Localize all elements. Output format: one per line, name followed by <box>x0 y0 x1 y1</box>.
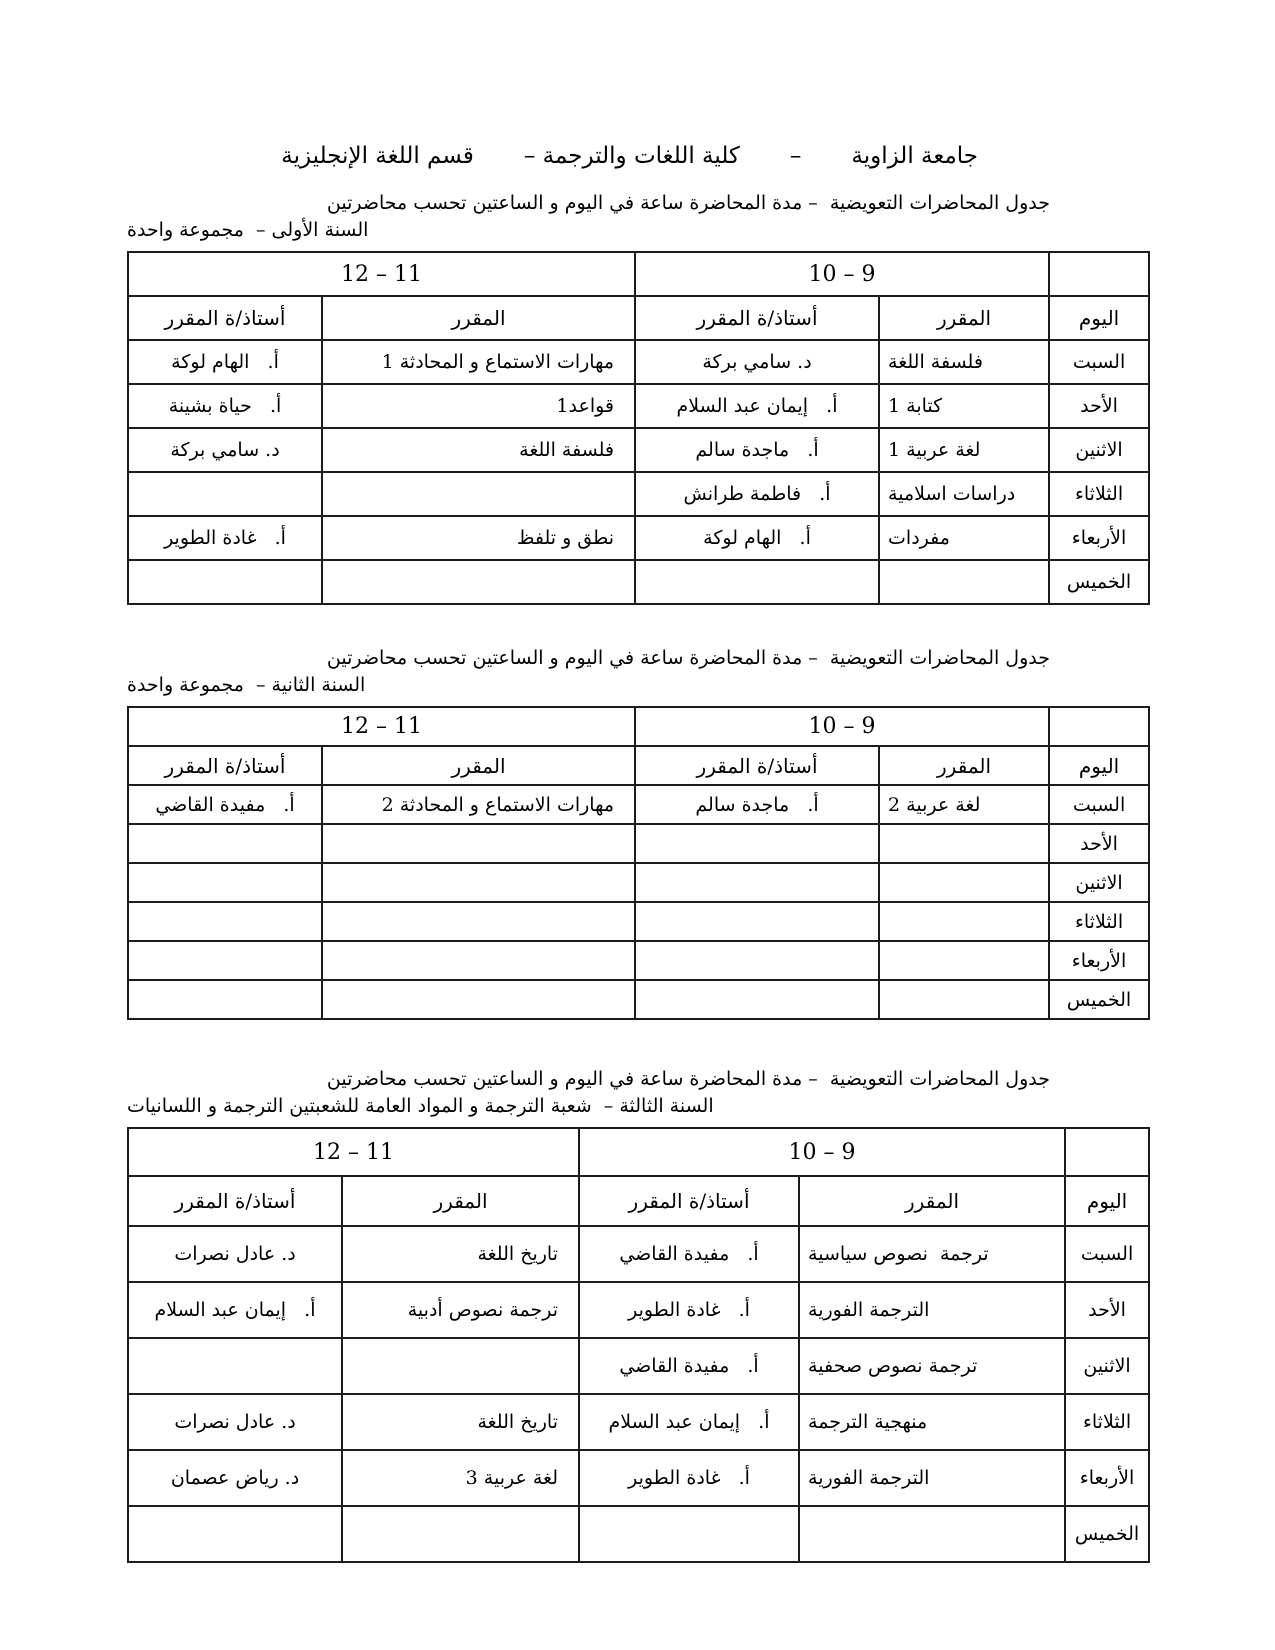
course-9-10-cell: مفردات <box>879 516 1049 560</box>
course-9-10-cell <box>799 1506 1065 1562</box>
teacher-9-10-cell: أ. مفيدة القاضي <box>579 1226 799 1282</box>
course-11-12-cell: تاريخ اللغة <box>342 1226 579 1282</box>
hours-11-12-header <box>128 1128 579 1176</box>
course-11-12-cell: قواعد1 <box>322 384 635 428</box>
course-11-12-cell: تاريخ اللغة <box>342 1394 579 1450</box>
schedule-row <box>128 863 1149 902</box>
teacher-11-12-cell: د. عادل نصرات <box>128 1394 342 1450</box>
schedule-row <box>128 1450 1149 1506</box>
teacher-9-10-cell: د. سامي بركة <box>635 340 879 384</box>
course-column-header: المقرر <box>342 1176 579 1226</box>
day-column-header: اليوم <box>1049 296 1149 340</box>
teacher-11-12-cell: أ. مفيدة القاضي <box>128 785 322 824</box>
teacher-11-12-cell: أ. حياة بشينة <box>128 384 322 428</box>
teacher-11-12-cell <box>128 472 322 516</box>
schedule-row <box>128 1506 1149 1562</box>
document-header <box>127 0 978 172</box>
hours-9-10-header <box>579 1128 1065 1176</box>
hours-9-10-label: 10 – 9 <box>788 1139 856 1165</box>
course-9-10-cell <box>879 863 1049 902</box>
course-11-12-cell <box>322 863 635 902</box>
hours-11-12-label: 12 – 11 <box>313 1139 394 1165</box>
course-column-header: المقرر <box>322 746 635 785</box>
column-headers-row <box>128 296 1149 340</box>
course-column-header: المقرر <box>799 1176 1065 1226</box>
course-column-header: المقرر <box>879 296 1049 340</box>
university-name: جامعة الزاوية <box>851 143 978 169</box>
course-11-12-cell: لغة عربية 3 <box>342 1450 579 1506</box>
teacher-9-10-cell: أ. فاطمة طرانش <box>635 472 879 516</box>
course-9-10-cell <box>879 824 1049 863</box>
course-9-10-cell <box>879 560 1049 604</box>
hours-9-10-header <box>635 252 1049 296</box>
day-cell: السبت <box>1049 785 1149 824</box>
page-content <box>127 0 1148 1563</box>
teacher-9-10-cell: أ. الهام لوكة <box>635 516 879 560</box>
course-9-10-cell <box>879 902 1049 941</box>
course-column-header: المقرر <box>322 296 635 340</box>
teacher-9-10-cell: أ. ماجدة سالم <box>635 785 879 824</box>
schedule-row <box>128 1394 1149 1450</box>
day-cell: الثلاثاء <box>1049 902 1149 941</box>
teacher-9-10-cell <box>635 941 879 980</box>
day-cell: الأربعاء <box>1049 941 1149 980</box>
schedule-row <box>128 428 1149 472</box>
teacher-11-12-cell <box>128 1506 342 1562</box>
course-9-10-cell: كتابة 1 <box>879 384 1049 428</box>
course-11-12-cell: ترجمة نصوص أدبية <box>342 1282 579 1338</box>
day-column-header: اليوم <box>1065 1176 1149 1226</box>
corner-empty-cell <box>1049 707 1149 746</box>
hours-row <box>128 252 1149 296</box>
header-separator-dash: – <box>789 143 802 169</box>
day-cell: الأحد <box>1049 824 1149 863</box>
course-9-10-cell: الترجمة الفورية <box>799 1282 1065 1338</box>
teacher-11-12-cell <box>128 980 322 1019</box>
hours-9-10-label: 10 – 9 <box>808 714 876 739</box>
hours-9-10-label: 10 – 9 <box>808 261 876 287</box>
hours-11-12-label: 12 – 11 <box>341 714 422 739</box>
day-cell: الاثنين <box>1049 863 1149 902</box>
teacher-9-10-cell: أ. إيمان عبد السلام <box>579 1394 799 1450</box>
teacher-column-header: أستاذ/ة المقرر <box>128 1176 342 1226</box>
course-11-12-cell <box>342 1338 579 1394</box>
corner-empty-cell <box>1049 252 1149 296</box>
section1-title: جدول المحاضرات التعويضية – مدة المحاضرة ساعة في اليوم و الساعتين تحسب محاضرتين <box>326 192 1050 214</box>
teacher-9-10-cell <box>635 980 879 1019</box>
schedule-table-year2 <box>127 706 1150 1020</box>
teacher-11-12-cell <box>128 941 322 980</box>
teacher-9-10-cell: أ. غادة الطوير <box>579 1282 799 1338</box>
teacher-9-10-cell <box>635 824 879 863</box>
teacher-9-10-cell: أ. ماجدة سالم <box>635 428 879 472</box>
course-9-10-cell: لغة عربية 1 <box>879 428 1049 472</box>
day-cell: الأحد <box>1065 1282 1149 1338</box>
hours-9-10-header <box>635 707 1049 746</box>
schedule-row <box>128 902 1149 941</box>
day-cell: الاثنين <box>1049 428 1149 472</box>
course-11-12-cell <box>322 980 635 1019</box>
day-cell: الثلاثاء <box>1049 472 1149 516</box>
section3-subtitle: السنة الثالثة – شعبة الترجمة و المواد العامة للشعبتين الترجمة و اللسانيات <box>127 1095 714 1117</box>
corner-empty-cell <box>1065 1128 1149 1176</box>
course-9-10-cell: ترجمة نصوص صحفية <box>799 1338 1065 1394</box>
teacher-column-header: أستاذ/ة المقرر <box>128 296 322 340</box>
course-9-10-cell: لغة عربية 2 <box>879 785 1049 824</box>
teacher-column-header: أستاذ/ة المقرر <box>579 1176 799 1226</box>
schedule-row <box>128 472 1149 516</box>
teacher-9-10-cell: أ. إيمان عبد السلام <box>635 384 879 428</box>
course-11-12-cell <box>322 941 635 980</box>
teacher-11-12-cell: أ. إيمان عبد السلام <box>128 1282 342 1338</box>
teacher-11-12-cell <box>128 824 322 863</box>
course-9-10-cell: ترجمة نصوص سياسية <box>799 1226 1065 1282</box>
course-11-12-cell: نطق و تلفظ <box>322 516 635 560</box>
schedule-row <box>128 980 1149 1019</box>
course-11-12-cell <box>322 472 635 516</box>
course-9-10-cell: منهجية الترجمة <box>799 1394 1065 1450</box>
day-cell: الاثنين <box>1065 1338 1149 1394</box>
column-headers-row <box>128 746 1149 785</box>
schedule-row <box>128 1226 1149 1282</box>
course-11-12-cell <box>322 824 635 863</box>
department-name: قسم اللغة الإنجليزية <box>281 143 474 169</box>
course-9-10-cell: فلسفة اللغة <box>879 340 1049 384</box>
teacher-9-10-cell <box>635 902 879 941</box>
schedule-row <box>128 785 1149 824</box>
college-name: كلية اللغات والترجمة – <box>523 143 740 169</box>
day-cell: الأحد <box>1049 384 1149 428</box>
section2-subtitle: السنة الثانية – مجموعة واحدة <box>127 674 366 696</box>
teacher-11-12-cell: أ. الهام لوكة <box>128 340 322 384</box>
section2-title: جدول المحاضرات التعويضية – مدة المحاضرة ساعة في اليوم و الساعتين تحسب محاضرتين <box>326 647 1050 669</box>
day-cell: الخميس <box>1065 1506 1149 1562</box>
teacher-9-10-cell <box>635 560 879 604</box>
course-9-10-cell <box>879 980 1049 1019</box>
teacher-9-10-cell: أ. غادة الطوير <box>579 1450 799 1506</box>
teacher-11-12-cell: د. سامي بركة <box>128 428 322 472</box>
teacher-11-12-cell <box>128 560 322 604</box>
course-9-10-cell <box>879 941 1049 980</box>
course-11-12-cell: مهارات الاستماع و المحادثة 1 <box>322 340 635 384</box>
schedule-row <box>128 1338 1149 1394</box>
schedule-row <box>128 384 1149 428</box>
hours-row <box>128 1128 1149 1176</box>
section1-subtitle: السنة الأولى – مجموعة واحدة <box>127 219 369 241</box>
day-cell: السبت <box>1049 340 1149 384</box>
teacher-11-12-cell: د. رياض عصمان <box>128 1450 342 1506</box>
teacher-11-12-cell <box>128 1338 342 1394</box>
day-cell: الأربعاء <box>1049 516 1149 560</box>
course-11-12-cell <box>322 560 635 604</box>
schedule-table-year1 <box>127 251 1150 605</box>
teacher-column-header: أستاذ/ة المقرر <box>128 746 322 785</box>
course-9-10-cell: الترجمة الفورية <box>799 1450 1065 1506</box>
day-cell: الثلاثاء <box>1065 1394 1149 1450</box>
course-11-12-cell <box>342 1506 579 1562</box>
hours-row <box>128 707 1149 746</box>
day-cell: الخميس <box>1049 560 1149 604</box>
hours-11-12-header <box>128 707 635 746</box>
hours-11-12-header <box>128 252 635 296</box>
day-cell: الخميس <box>1049 980 1149 1019</box>
teacher-11-12-cell: أ. غادة الطوير <box>128 516 322 560</box>
day-column-header: اليوم <box>1049 746 1149 785</box>
course-9-10-cell: دراسات اسلامية <box>879 472 1049 516</box>
day-cell: السبت <box>1065 1226 1149 1282</box>
schedule-table-year3 <box>127 1127 1150 1563</box>
schedule-row <box>128 824 1149 863</box>
schedule-row <box>128 941 1149 980</box>
teacher-column-header: أستاذ/ة المقرر <box>635 296 879 340</box>
course-11-12-cell: فلسفة اللغة <box>322 428 635 472</box>
course-11-12-cell: مهارات الاستماع و المحادثة 2 <box>322 785 635 824</box>
teacher-11-12-cell <box>128 902 322 941</box>
hours-11-12-label: 12 – 11 <box>341 261 422 287</box>
column-headers-row <box>128 1176 1149 1226</box>
schedule-row <box>128 560 1149 604</box>
schedule-row <box>128 516 1149 560</box>
course-column-header: المقرر <box>879 746 1049 785</box>
schedule-row <box>128 1282 1149 1338</box>
day-cell: الأربعاء <box>1065 1450 1149 1506</box>
teacher-column-header: أستاذ/ة المقرر <box>635 746 879 785</box>
teacher-11-12-cell: د. عادل نصرات <box>128 1226 342 1282</box>
teacher-9-10-cell <box>579 1506 799 1562</box>
teacher-9-10-cell <box>635 863 879 902</box>
section3-title: جدول المحاضرات التعويضية – مدة المحاضرة ساعة في اليوم و الساعتين تحسب محاضرتين <box>326 1068 1050 1090</box>
course-11-12-cell <box>322 902 635 941</box>
schedule-row <box>128 340 1149 384</box>
teacher-11-12-cell <box>128 863 322 902</box>
teacher-9-10-cell: أ. مفيدة القاضي <box>579 1338 799 1394</box>
